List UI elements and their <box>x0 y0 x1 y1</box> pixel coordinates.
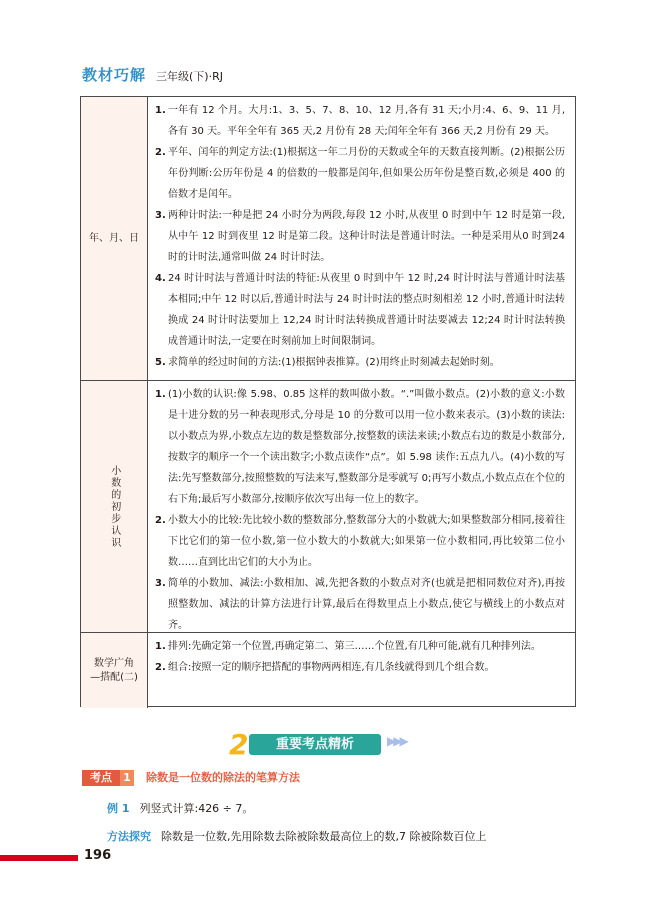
page-accent-bar <box>0 855 78 861</box>
keypoint-title: 除数是一位数的除法的笔算方法 <box>146 771 300 784</box>
row-label: 年、月、日 <box>81 97 148 380</box>
list-item: 1. 一年有 12 个月。大月:1、3、5、7、8、10、12 月,各有 31 天;小月:4、6、9、11 月,各有 30 天。平年全年有 365 天,2 月份有 28 天;闰年全年有 366 天,2 月份有 29 天。 <box>155 105 565 137</box>
list-item: 2. 平年、闰年的判定方法:(1)根据这一年二月份的天数或全年的天数直接判断。(2)根据公历年份判断:公历年份是 4 的倍数的一般都是闰年,但如果公历年份是整百数,必须是 400 的倍数才是闰年。 <box>155 147 565 200</box>
table-row <box>81 97 575 381</box>
row-content <box>147 97 575 380</box>
row-content <box>147 633 575 708</box>
example-text: 列竖式计算:426 ÷ 7。 <box>139 802 254 815</box>
example <box>107 800 253 816</box>
list-item: 3. 简单的小数加、减法:小数相加、减,先把各数的小数点对齐(也就是把相同数位对齐),再按照整数加、减法的计算方法进行计算,最后在得数里点上小数点,使它与横线上的小数点对齐。 <box>155 578 565 631</box>
table-row <box>81 633 575 708</box>
arrows-icon: ▶▶▶ <box>387 734 406 748</box>
method-text: 除数是一位数,先用除数去除被除数最高位上的数,7 除被除数百位上 <box>161 830 487 843</box>
keypoint-tag: 考点 <box>82 770 120 786</box>
summary-table <box>80 96 576 707</box>
method-label: 方法探究 <box>107 830 151 843</box>
section-banner <box>229 728 429 761</box>
list-item: 1. (1)小数的认识:像 5.98、0.85 这样的数叫做小数。“.”叫做小数点。(2)小数的意义:小数是十进分数的另一种表现形式,分母是 10 的分数可以用一位小数来表示。(3)小数的读法:以小数点为界,小数点左边的数是整数部分,按整数的读法来读;小数点右边的数是小数部分,按数字的顺序一个一个读出数字;小数点读作“点”。如 5.98 读作:五点九八。(4)小数的写法:先写整数部分,按照整数的写法来写,整数部分是零就写 0;再写小数点,小数点点在个位的右下角;最后写小数部分,按顺序依次写出每一位上的数字。 <box>155 389 565 505</box>
section-number: 2 <box>229 728 249 761</box>
page-number: 196 <box>84 848 112 863</box>
list-item: 3. 两种计时法:一种是把 24 小时分为两段,每段 12 小时,从夜里 0 时到中午 12 时是第一段,从中午 12 时到夜里 12 时是第二段。这种计时法是普通计时法。一种是采用从0 时到24 时的计时法,通常叫做 24 时计时法。 <box>155 210 565 263</box>
example-label: 例 1 <box>107 802 130 815</box>
section-title: 重要考点精析 <box>249 734 381 755</box>
method-explore <box>107 828 582 844</box>
list-item: 2. 组合:按照一定的顺序把搭配的事物两两相连,有几条线就得到几个组合数。 <box>155 662 495 673</box>
keypoint-number: 1 <box>120 770 134 786</box>
table-row <box>81 381 575 633</box>
book-brand: 教材巧解 <box>82 66 147 84</box>
page-header <box>82 64 223 85</box>
grade-label: 三年级(下)·RJ <box>156 70 223 83</box>
row-label-vertical: 小数的初步认识 <box>81 381 148 632</box>
list-item: 5. 求简单的经过时间的方法:(1)根据钟表推算。(2)用终止时刻减去起始时刻。 <box>155 357 500 368</box>
row-label: 数学广角 —搭配(二) <box>81 633 148 708</box>
list-item: 1. 排列:先确定第一个位置,再确定第二、第三……个位置,有几种可能,就有几种排列法。 <box>155 641 541 652</box>
list-item: 4. 24 时计时法与普通计时法的特征:从夜里 0 时到中午 12 时,24 时计时法与普通计时法基本相同;中午 12 时以后,普通计时法与 24 时计时法的整点时刻相差 12 小时,普通计时法转换成 24 时计时法要加上 12,24 时计时法转换成普通计时法要减去 12;24 时计时法转换成普通计时法,一定要在时刻前加上时间限制词。 <box>155 273 565 347</box>
row-content <box>147 381 575 632</box>
list-item: 2. 小数大小的比较:先比较小数的整数部分,整数部分大的小数就大;如果整数部分相同,接着往下比它们的第一位小数,第一位小数大的小数就大;如果第一位小数相同,再比较第二位小数……直到比出它们的大小为止。 <box>155 515 565 568</box>
